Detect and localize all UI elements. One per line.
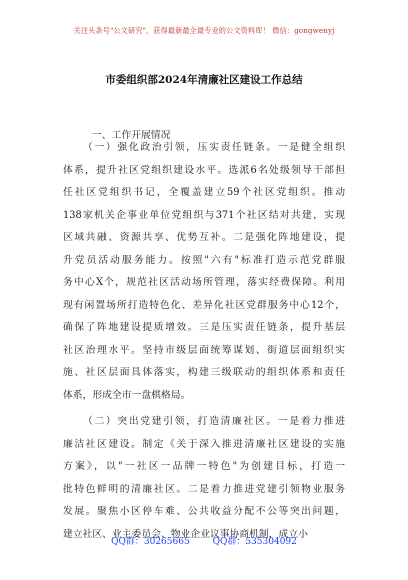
text-line: 体系，提升社区党组织建设水平。选派6名处级领导干部担 [63,164,345,176]
text-line: 确保了阵地建设提质增效。三是压实责任链条，提升基层 [63,322,345,333]
header-promo-note: 关注头条号"公文研究"，获得最新最全最专业的公文资料库！ 微信：gongwenyj [73,26,335,35]
paragraph-2 [63,411,345,546]
text-line: 廉洁社区建设。制定《关于深入推进清廉社区建设的实施 [63,438,345,450]
document-title: 市委组织部2024年清廉社区建设工作总结 [105,74,303,86]
text-line: 升党员活动服务能力。按照"六有"标准打造示范党群服 [63,254,345,266]
qq-group-1: QQ群：30265665 [111,537,190,547]
text-line: 区域共融、资源共享、优势互补。二是强化阵地建设，提 [63,232,345,243]
text-line: 社区治理水平。坚持市级层面统筹谋划、街道层面组织实 [63,344,345,356]
text-line: 建立社区、业主委员会、物业企业议事协商机制，成立小 [63,528,308,540]
footer-contact [0,534,408,547]
text-line: （二）突出党建引领，打造清廉社区。一是着力推进 [83,416,345,427]
text-line: 务中心X个，规范社区活动场所管理，落实经费保障。利用 [63,277,345,288]
text-line: 批特色鲜明的清廉社区。二是着力推进党建引领物业服务 [63,483,345,495]
text-line: 施、社区层面具体落实，构建三级联动的组织体系和责任 [63,367,345,378]
paragraph-1 [63,137,345,407]
text-line: 体系，形成全市一盘棋格局。 [63,389,191,401]
qq-group-2: QQ群：535304092 [212,537,297,547]
text-line: 现有闲置场所打造特色化、差异化社区党群服务中心12个， [63,299,345,311]
text-line: 发展。聚焦小区停车难、公共收益分配不公等突出问题， [63,506,345,517]
text-line: 方案》，以"一社区一品牌一特色"为创建目标，打造一 [63,461,345,472]
section-heading: 一、工作开展情况 [92,130,171,141]
text-line: 138家机关企事业单位党组织与371个社区结对共建，实现 [63,209,345,221]
text-line: 任社区党组织书记，全覆盖建立59个社区党组织。推动 [63,187,345,198]
text-line: （一）强化政治引领，压实责任链条。一是健全组织 [83,142,345,153]
